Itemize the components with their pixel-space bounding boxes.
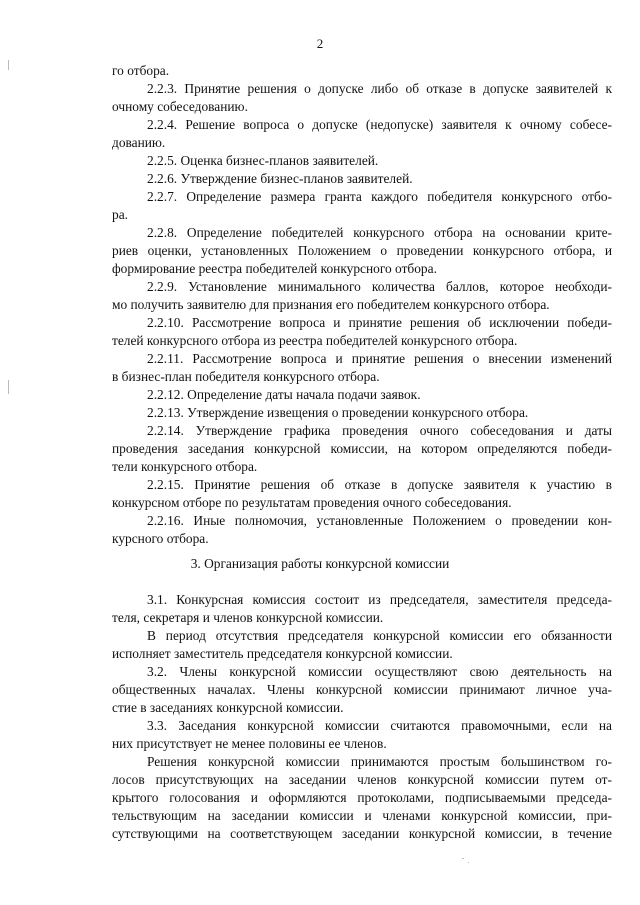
text-line: стие в заседаниях конкурсной комиссии. — [112, 700, 344, 715]
text-line: 2.2.9. Установление минимального количества баллов, которое необходи- — [147, 279, 612, 294]
text-line: 2.2.11. Рассмотрение вопроса и принятие решения о внесении изменений — [147, 351, 612, 366]
text-line: курсного отбора. — [112, 531, 209, 546]
text-line: В период отсутствия председателя конкурсной комиссии его обязанности — [147, 628, 612, 643]
text-line: ра. — [112, 207, 128, 222]
text-line: тели конкурсного отбора. — [112, 459, 258, 474]
text-line: крытого голосования и оформляются протоколами, подписываемыми председа- — [112, 790, 612, 805]
text-line: теля, секретаря и членов конкурсной комиссии. — [112, 610, 384, 625]
text-line: лосов присутствующих на заседании членов конкурсной комиссии путем от- — [112, 772, 612, 787]
text-line: них присутствует не менее половины ее членов. — [112, 736, 387, 751]
text-line: 3.2. Члены конкурсной комиссии осуществляют свою деятельность на — [147, 664, 612, 679]
scan-mark — [462, 858, 464, 859]
text-line: конкурсном отборе по результатам проведения очного собеседования. — [112, 495, 512, 510]
text-line: 2.2.3. Принятие решения о допуске либо об отказе в допуске заявителей к — [147, 81, 612, 96]
text-line: общественных началах. Члены конкурсной комиссии принимают личное уча- — [112, 682, 612, 697]
text-line: 2.2.15. Принятие решения об отказе в допуске заявителя к участию в — [147, 477, 612, 492]
text-line: 2.2.13. Утверждение извещения о проведении конкурсного отбора. — [147, 405, 529, 420]
text-line: проведения заседания конкурсной комиссии, на котором определяются победи- — [112, 441, 612, 456]
text-line: сутствующими на соответствующем заседании конкурсной комиссии, в течение — [112, 826, 612, 841]
text-line: 2.2.6. Утверждение бизнес-планов заявителей. — [147, 171, 413, 186]
text-line: очному собеседованию. — [112, 99, 248, 114]
text-line: исполняет заместитель председателя конкурсной комиссии. — [112, 646, 453, 661]
text-line: Решения конкурсной комиссии принимаются простым большинством го- — [147, 754, 612, 769]
section-3-heading: 3. Организация работы конкурсной комиссии — [190, 556, 450, 571]
text-line: 3.1. Конкурсная комиссия состоит из председателя, заместителя председа- — [147, 592, 612, 607]
text-line: 2.2.4. Решение вопроса о допуске (недопуске) заявителя к очному собесе- — [147, 117, 612, 132]
text-line: 2.2.10. Рассмотрение вопроса и принятие решения об исключении победи- — [147, 315, 612, 330]
text-line: 2.2.7. Определение размера гранта каждого победителя конкурсного отбо- — [147, 189, 612, 204]
text-line: го отбора. — [112, 63, 170, 78]
text-line: формирование реестра победителей конкурсного отбора. — [112, 261, 437, 276]
page-number: 2 — [316, 36, 324, 51]
text-line: 2.2.14. Утверждение графика проведения очного собеседования и даты — [147, 423, 612, 438]
text-line: в бизнес-план победителя конкурсного отбора. — [112, 369, 380, 384]
scan-mark — [8, 380, 9, 394]
text-line: 2.2.8. Определение победителей конкурсного отбора на основании крите- — [147, 225, 612, 240]
text-line: 3.3. Заседания конкурсной комиссии считаются правомочными, если на — [147, 718, 612, 733]
text-line: риев оценки, установленных Положением о проведении конкурсного отбора, и — [112, 243, 612, 258]
scan-mark — [8, 60, 9, 70]
text-line: 2.2.16. Иные полномочия, установленные Положением о проведении кон- — [147, 513, 612, 528]
text-line: дованию. — [112, 135, 166, 150]
text-line: тельствующим на заседании комиссии и членами конкурсной комиссии, при- — [112, 808, 612, 823]
text-line: мо получить заявителю для признания его победителем конкурсного отбора. — [112, 297, 550, 312]
scan-mark — [468, 862, 469, 863]
text-line: 2.2.5. Оценка бизнес-планов заявителей. — [147, 153, 379, 168]
text-line: телей конкурсного отбора из реестра победителей конкурсного отбора. — [112, 333, 518, 348]
text-line: 2.2.12. Определение даты начала подачи заявок. — [147, 387, 421, 402]
